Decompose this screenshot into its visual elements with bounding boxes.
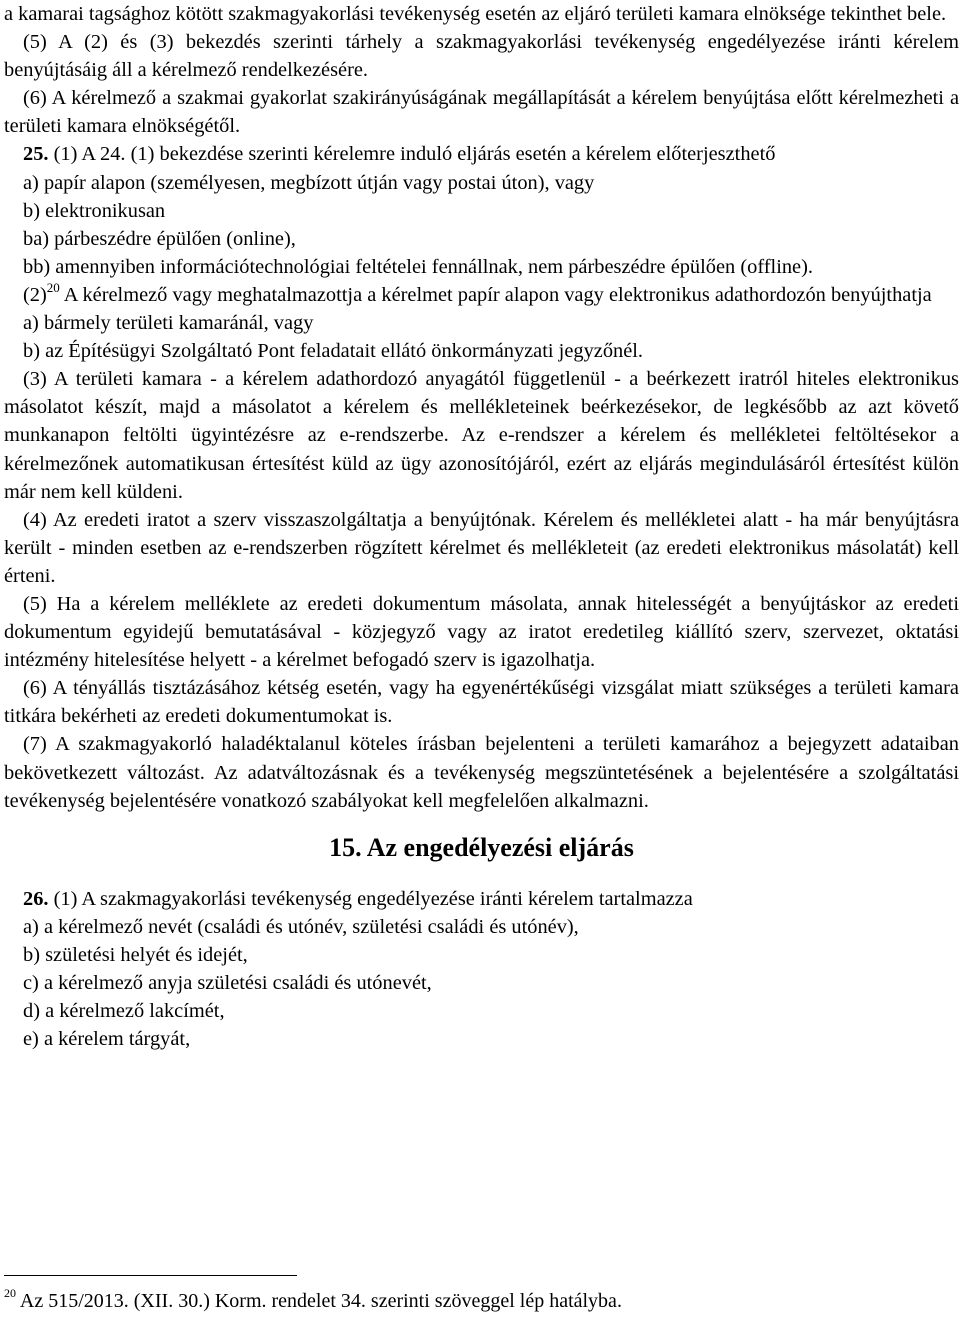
footnote-separator xyxy=(4,1275,297,1276)
section-25-item-bb: bb) amennyiben információtechnológiai feltételei fennállnak, nem párbeszédre épülően (offline). xyxy=(23,255,813,278)
section-26-item: a) a kérelmező nevét (családi és utónév, születési családi és utónév), xyxy=(23,915,579,938)
section-26-intro xyxy=(4,885,959,913)
section-text: (1) A szakmagyakorlási tevékenység engedélyezése iránti kérelem tartalmazza xyxy=(48,887,693,910)
section-26-item: d) a kérelmező lakcímét, xyxy=(23,1000,225,1023)
section-25-2-item-a: a) bármely területi kamaránál, vagy xyxy=(23,312,314,335)
section-26-item: e) a kérelem tárgyát, xyxy=(23,1028,191,1051)
section-25-2-item-b: b) az Építésügyi Szolgáltató Pont feladatait ellátó önkormányzati jegyzőnél. xyxy=(23,340,644,363)
section-25-5: (5) Ha a kérelem melléklete az eredeti dokumentum másolata, annak hitelességét a benyújtáskor az eredeti dokumentum egyidejű bemutatásával - közjegyző vagy az iratot eredetileg kiállító szerv, szervezet, oktatási intézmény hitelesítése helyett - a kérelmet befogadó szerv is igazolhatja. xyxy=(4,592,959,672)
footnote xyxy=(4,1287,954,1315)
paragraph-continuation: a kamarai tagsághoz kötött szakmagyakorlási tevékenység esetén az eljáró területi kamara elnöksége tekinthet bele. xyxy=(4,3,947,25)
subsection-number: (2) xyxy=(23,283,47,306)
section-25-item-b: b) elektronikusan xyxy=(23,199,166,222)
section-25-intro xyxy=(4,140,959,168)
section-number: 26. xyxy=(23,887,49,910)
section-25-4: (4) Az eredeti iratot a szerv visszaszolgáltatja a benyújtónak. Kérelem és mellékletei alatt - ha már benyújtásra került - minden esetben az e-rendszerben rögzített kérelmet és mellékleteit (az eredeti elektronikus másolatát) kell érteni. xyxy=(4,508,959,587)
section-text: (1) A 24. (1) bekezdése szerinti kérelemre induló eljárás esetén a kérelem előterjeszthető xyxy=(48,143,776,166)
footnote-text: Az 515/2013. (XII. 30.) Korm. rendelet 34. szerinti szöveggel lép hatályba. xyxy=(16,1290,622,1312)
section-25-item-ba: ba) párbeszédre épülően (online), xyxy=(23,227,296,250)
section-25-6: (6) A tényállás tisztázásához kétség esetén, vagy ha egyenértékűségi vizsgálat miatt szükséges a területi kamara titkára bekérheti az eredeti dokumentumokat is. xyxy=(4,677,959,728)
section-25-item-a: a) papír alapon (személyesen, megbízott útján vagy postai úton), vagy xyxy=(23,171,595,194)
section-26-item: b) születési helyét és idejét, xyxy=(23,943,248,966)
section-25-3: (3) A területi kamara - a kérelem adathordozó anyagától függetlenül - a beérkezett iratról hiteles elektronikus másolatot készít, majd a másolatot a kérelem és mellékleteinek beérkezésekor, de legkésőbb az azt követő munkanapon feltölti ügyintézésre az e-rendszerbe. Az e-rendszer a kérelem és mellékletei feltöltésekor a kérelmezőnek automatikusan értesítést küld az ügy azonosítójáról, ezért az eljárás megindulásáról értesítést külön már nem kell küldeni. xyxy=(4,368,959,503)
footnote-reference[interactable]: 20 xyxy=(46,279,60,295)
subsection-text: A kérelmező vagy meghatalmazottja a kérelmet papír alapon vagy elektronikus adathordozón benyújthatja xyxy=(59,283,932,306)
paragraph-24-6: (6) A kérelmező a szakmai gyakorlat szakirányúságának megállapítását a kérelem benyújtása előtt kérelmezheti a területi kamara elnökségétől. xyxy=(4,87,959,138)
document-page xyxy=(4,0,959,1312)
section-25-7: (7) A szakmagyakorló haladéktalanul köteles írásban bejelenteni a területi kamarához a bejegyzett adataiban bekövetkezett változást. Az adatváltozásnak és a tevékenység megszüntetésének a bejelentésére a szolgáltatási tevékenység bejelentésére vonatkozó szabályokat kell megfelelően alkalmazni. xyxy=(4,733,959,812)
section-number: 25. xyxy=(23,143,49,166)
section-26-item: c) a kérelmező anyja születési családi és utónevét, xyxy=(23,972,432,994)
paragraph-24-5: (5) A (2) és (3) bekezdés szerinti tárhely a szakmagyakorlási tevékenység engedélyezése iránti kérelem benyújtásáig áll a kérelmező rendelkezésére. xyxy=(4,31,959,82)
chapter-heading: 15. Az engedélyezési eljárás xyxy=(329,832,634,862)
footnote-number: 20 xyxy=(4,1286,16,1300)
section-25-2 xyxy=(4,281,959,309)
